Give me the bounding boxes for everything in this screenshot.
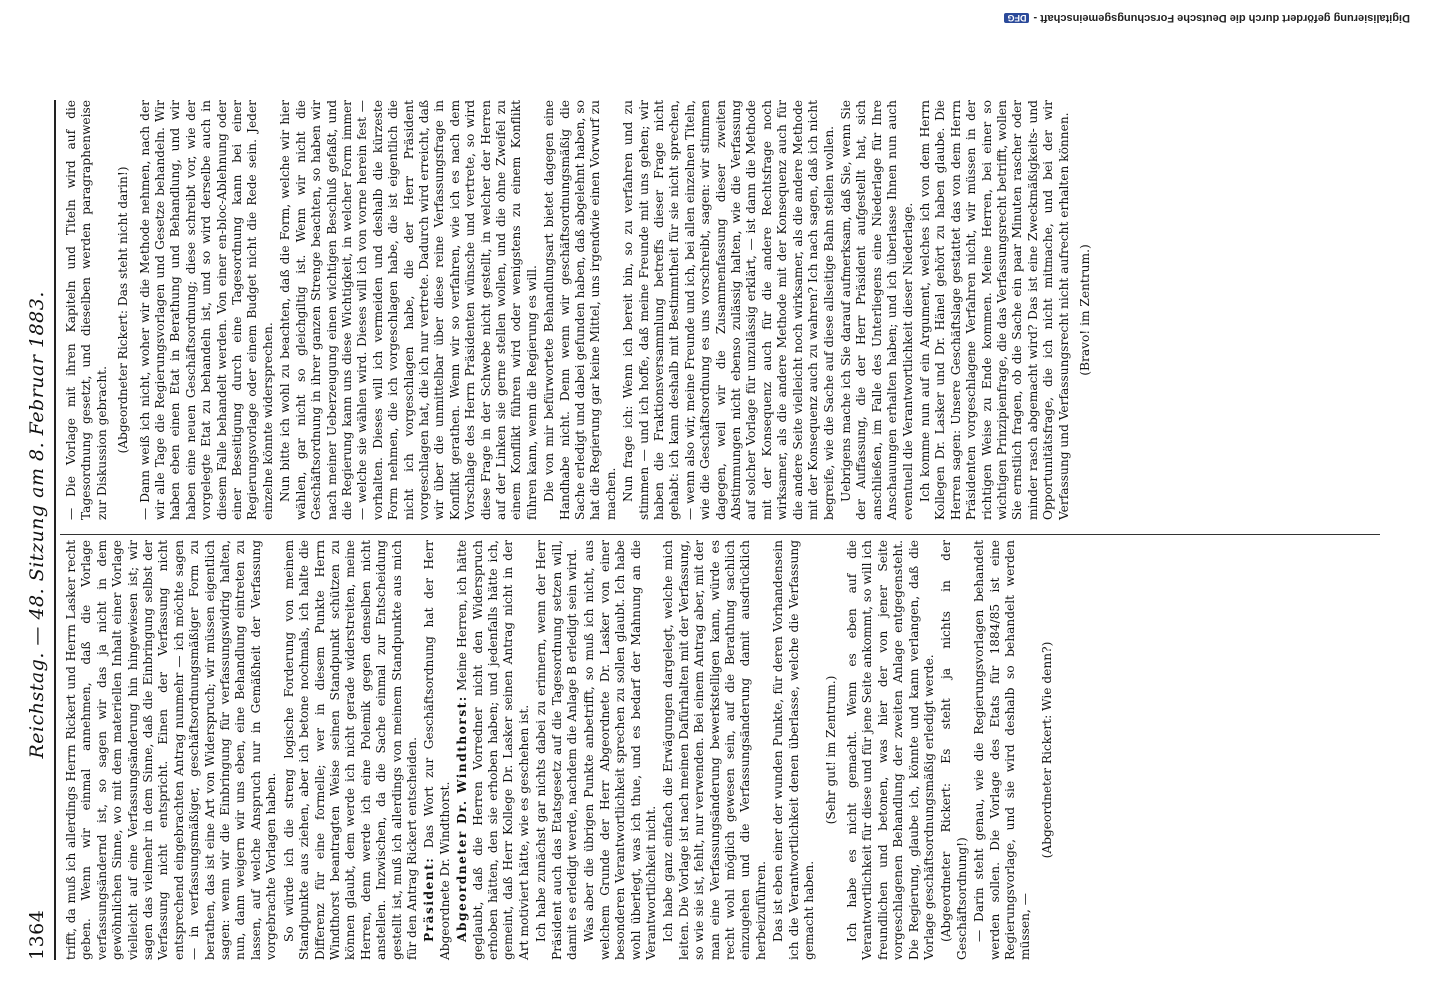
paragraph: — Die Vorlage mit ihren Kapiteln und Titeln wird auf die Tagesordnung gesetzt, und dieselben werden paragraphenweise zur Diskussion gebracht. bbox=[64, 100, 109, 520]
column-divider bbox=[60, 534, 1380, 535]
paragraph: trifft, da muß ich allerdings Herrn Rickert und Herrn Lasker recht geben. Wenn wir einmal annehmen, daß die Vorlage verfassungsändernd ist, so sagen wir das ja nicht in dem gewöhnlichen Sinne, wo mit dem materiellen Inhalt einer Vorlage vielleicht auf eine Verfassungsänderung hin hingewiesen ist; wir sagen das vielmehr in dem Sinne, daß die Einbringung selbst der Verfassung nicht entspricht. Einen der Verfassung nicht entsprechend eingebrachten Antrag nunmehr — ich möchte sagen — in verfassungsmäßiger, geschäftsordnungsmäßiger Form zu berathen, das ist eine Art von Widerspruch; wir müssen eigentlich sagen: wenn wir die Einbringung für verfassungswidrig halten, nun, dann weigern wir uns eben, eine Behandlung eintreten zu lassen, auf welche Anspruch nur in Gemäßheit der Verfassung vorgebrachte Vorlagen haben. bbox=[64, 540, 279, 960]
paragraph: Nun frage ich: Wenn ich bereit bin, so zu verfahren und zu stimmen — und ich hoffe, daß meine Freunde mit uns gehen; wir haben die Fraktionsversammlung betreffs dieser Frage nicht gehabt: ich kann deshalb mit Bestimmtheit für sie nicht sprechen, — wenn also wir, meine Freunde und ich, bei allen einzelnen Titeln, wie die Geschäftsordnung es uns vorschreibt, sagen: wir stimmen dagegen, weil wir die Zusammenfassung dieser zweiten Abstimmungen nicht ebenso zulässig halten, wie die Verfassung auf solcher Vorlage für unzulässig erklärt, — ist dann die Methode mit der Konsequenz auch für die andere Rechtsfrage noch wirksamer, als die andere Methode mit der Konsequenz auch für die andere Seite vielleicht noch wirksamer, als die andere Methode mit der Konsequenz auch zu wahren? Ich nach sagen, daß ich nicht begreife, wie die Sache auf diese allseitige Bahn stellen wollen. bbox=[621, 100, 836, 520]
page-header bbox=[18, 100, 48, 960]
paragraph: Präsident: Das Wort zur Geschäftsordnung hat der Herr Abgeordnete Dr. Windthorst. bbox=[422, 540, 452, 960]
paragraph: Abgeordneter Dr. Windthorst: Meine Herren, ich hätte geglaubt, daß die Herren Vorredner nicht den Widerspruch erhoben hätten, den sie erhoben haben; und jedenfalls hätte ich, gemeint, daß Herr Kollege Dr. Lasker seinen Antrag nicht in der Art motiviert hätte, wie es geschehen ist. bbox=[455, 540, 531, 960]
interjection: (Sehr gut! im Zentrum.) bbox=[823, 675, 838, 825]
dfg-logo: DFG bbox=[1004, 13, 1029, 23]
paragraph: Ich habe es nicht gemacht. Wenn es eben auf die Verantwortlichkeit für diese und für jene Seite ankommt, so will ich freundlichen und betonen, was hier der von jener Seite vorgeschlagenen Behandlung der zweiten Anlage entgegensteht. Die Regierung, glaube ich, könnte und kann verlangen, daß die Vorlage geschäftsordnungsmäßig erledigt werde. bbox=[844, 540, 936, 960]
paragraph: (Abgeordneter Rickert: Es steht ja nichts in der Geschäftsordnung!) bbox=[939, 540, 969, 960]
paragraph: Ich komme nun auf ein Argument, welches ich von dem Herrn Kollegen Dr. Lasker und Dr. Hänel gehört zu haben glaube. Die Herren sagen: Unsere Geschäftslage gestattet das von dem Herrn Präsidenten vorgeschlagene Verfahren nicht, wir müssen in der richtigen Weise zu Ende kommen. Meine Herren, bei einer so wichtigen Prinzipienfrage, die das Verfassungsrecht betrifft, wollen Sie ernstlich fragen, ob die Sache ein paar Minuten rascher oder minder rasch abgemacht wird? Das ist eine Zweckmäßigkeits- und Opportunitätsfrage, die ich nicht mitmache, und bei der wir Verfassung und Verfassungsrecht nicht aufrecht erhalten können. bbox=[917, 100, 1071, 520]
page-number: 1364 bbox=[26, 909, 48, 960]
paragraph: — Darin steht genau, wie die Regierungsvorlagen behandelt werden sollen. Die Vorlage des Etats für 1884/85 ist eine Regierungsvorlage, und sie wird deshalb so behandelt werden müssen, — bbox=[972, 540, 1033, 960]
interjection: (Abgeordneter Rickert: Wie denn?) bbox=[1039, 641, 1054, 859]
interjection: (Bravo! im Zentrum.) bbox=[1078, 244, 1092, 376]
digitization-credit: Digitalisierung gefördert durch die Deutsche Forschungsgemeinschaft - bbox=[1033, 12, 1410, 24]
header-rule bbox=[54, 100, 56, 960]
speaker-name: Präsident: bbox=[422, 856, 437, 942]
paragraph: Ich habe ganz einfach die Erwägungen dargelegt, welche mich leiten. Die Vorlage ist nach meinen Dafürhalten mit der Verfassung, so wie sie ist, fehlt, nur verwenden. Bei einem Antrag aber, mit der man eine Verfassungsänderung bewerkstelligen kann, würde es recht wohl möglich gewesen sein, auf die Berathung sachlich einzugehen und die Verfassungsänderung damit ausdrücklich herbeizuführen. bbox=[661, 540, 768, 960]
paragraph: Ich habe zunächst gar nichts dabei zu erinnern, wenn der Herr Präsident auch das Etatsgesetz auf die Tagesordnung setzen will, damit es erledigt werde, nachdem die Anlage B erledigt sein wird. bbox=[534, 540, 579, 960]
paragraph: Nun bitte ich wohl zu beachten, daß die Form, welche wir hier wählen, gar nicht so gleichgiltig ist. Wenn wir nicht die Geschäftsordnung in ihrer ganzen Strenge beachten, so haben wir nach meiner Ueberzeugung einen wichtigen Beschluß gefaßt, und die Regierung kann uns diese Wichtigkeit, in welcher Form immer — welche sie wählen wird. Dieses will ich von vorne herein fest — vorhalten. Dieses will ich vermeiden und deshalb die kürzeste Form nehmen, die ich vorgeschlagen habe, die ist eigentlich die nicht ich vorgeschlagen habe, die der Herr Präsident vorgeschlagen hat, die ich nur vertrete. Dadurch wird erreicht, daß wir über die unmittelbar über diese reine Verfassungsfrage in Konflikt gerathen. Wenn wir so verfahren, wie ich es nach dem Vorschlage des Herrn Präsidenten wünsche und vertrete, so wird diese Frage in der Schwebe nicht gestellt, in welcher der Herren auf der Linken sie gerne stellen wollen, und die ohne Zweifel zu einem Konflikt führen wird oder wenigstens zu einem Konflikt führen kann, wenn die Regierung es will. bbox=[278, 100, 539, 520]
digitization-note bbox=[0, 4, 1432, 24]
left-column bbox=[64, 540, 1061, 960]
digitization-note-text bbox=[1004, 12, 1410, 24]
speaker-name: Abgeordneter Dr. Windthorst: bbox=[455, 695, 470, 942]
right-column bbox=[64, 100, 1099, 520]
paragraph: Die von mir befürwortete Behandlungsart bietet dagegen eine Handhabe nicht. Denn wenn wir geschäftsordnungsmäßig die Sache erledigt und dabei gefunden haben, daß abgelehnt haben, so hat die Regierung gar keine Mittel, uns irgendwie einen Vorwurf zu machen. bbox=[542, 100, 618, 520]
paragraph: — Dann weiß ich nicht, woher wir die Methode nehmen, nach der wir alle Tage die Regierungsvorlagen und Gesetze behandeln. Wir haben eben einen Etat in Berathung und Behandlung, und wir haben eine neuen Geschäftsordnung; diese schreibt vor, wie der vorgelegte Etat zu behandeln ist, und so wird derselbe auch in diesem Falle behandelt werden. Von einer en-bloc-Ablehnung oder einer Beseitigung durch eine Tagesordnung kann bei einer Regierungsvorlage oder einem Budget nicht die Rede sein. Jeder einzelne könnte widersprechen. bbox=[137, 100, 275, 520]
paragraph: So würde ich die streng logische Forderung von meinem Standpunkte aus ziehen, aber ich betone nochmals, ich halte die Differenz für eine formelle; wer in diesem Punkte Herrn Windthorst beantragten Weise seinen Standpunkt schützen zu können glaubt, dem werde ich nicht gerade widerstreiten, meine Herren, denn werde ich eine Polemik gegen denselben nicht anstellen. Inzwischen, da die Sache einmal zur Entscheidung gestellt ist, muß ich allerdings von meinem Standpunkte aus mich für den Antrag Rickert entscheiden. bbox=[281, 540, 419, 960]
paragraph: Uebrigens mache ich Sie darauf aufmerksam, daß Sie, wenn Sie der Auffassung, die der Herr Präsident aufgestellt hat, sich anschließen, im Falle des Unterliegens eine Niederlage für Ihre Anschauungen erhalten haben; und ich überlasse Ihnen nun auch eventuell die Verantwortlichkeit dieser Niederlage. bbox=[838, 100, 915, 520]
running-title: Reichstag. — 48. Sitzung am 8. Februar 1883. bbox=[26, 291, 48, 759]
paragraph: Das ist eben einer der wunden Punkte, für deren Vorhandensein ich die Verantwortlichkeit denen überlasse, welche die Verfassung gemacht haben. bbox=[771, 540, 817, 960]
paragraph: Was aber die übrigen Punkte anbetrifft, so muß ich nicht, aus welchem Grunde der Herr Abgeordnete Dr. Lasker von einer besonderen Verantwortlichkeit sprechen zu sollen glaubt. Ich habe wohl überlegt, was ich thue, und es bedarf der Mahnung an die Verantwortlichkeit nicht. bbox=[582, 540, 659, 960]
interjection: (Abgeordneter Rickert: Das steht nicht darin!) bbox=[116, 166, 131, 454]
